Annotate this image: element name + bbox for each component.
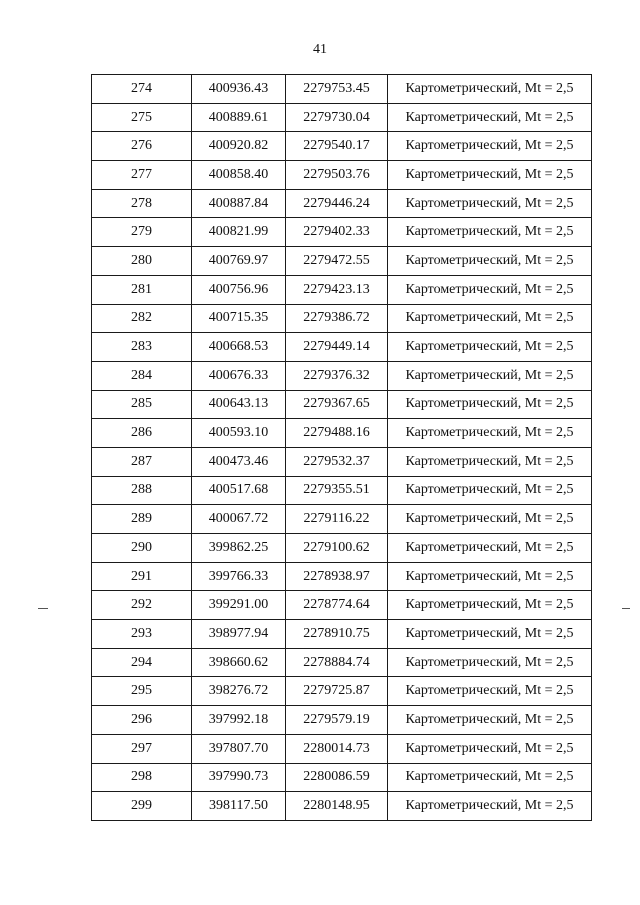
table-row: [92, 419, 592, 448]
x-coordinate-cell: 400517.68: [192, 476, 286, 505]
table-row: [92, 677, 592, 706]
table-row: [92, 648, 592, 677]
method-cell: Картометрический, Mt = 2,5: [388, 763, 592, 792]
point-number-cell: 277: [92, 161, 192, 190]
point-number-cell: 295: [92, 677, 192, 706]
method-cell: Картометрический, Mt = 2,5: [388, 734, 592, 763]
point-number-cell: 299: [92, 792, 192, 821]
x-coordinate-cell: 397990.73: [192, 763, 286, 792]
y-coordinate-cell: 2279730.04: [286, 103, 388, 132]
method-cell: Картометрический, Mt = 2,5: [388, 447, 592, 476]
coordinates-table: [91, 74, 592, 821]
method-cell: Картометрический, Mt = 2,5: [388, 534, 592, 563]
y-coordinate-cell: 2279753.45: [286, 75, 388, 104]
table-row: [92, 706, 592, 735]
table-row: [92, 275, 592, 304]
y-coordinate-cell: 2279116.22: [286, 505, 388, 534]
y-coordinate-cell: 2279367.65: [286, 390, 388, 419]
point-number-cell: 281: [92, 275, 192, 304]
point-number-cell: 275: [92, 103, 192, 132]
point-number-cell: 296: [92, 706, 192, 735]
coordinates-table-body: [92, 75, 592, 821]
table-row: [92, 562, 592, 591]
point-number-cell: 284: [92, 361, 192, 390]
y-coordinate-cell: 2279402.33: [286, 218, 388, 247]
table-row: [92, 734, 592, 763]
table-row: [92, 247, 592, 276]
x-coordinate-cell: 400889.61: [192, 103, 286, 132]
method-cell: Картометрический, Mt = 2,5: [388, 648, 592, 677]
table-row: [92, 103, 592, 132]
x-coordinate-cell: 400715.35: [192, 304, 286, 333]
table-row: [92, 132, 592, 161]
x-coordinate-cell: 398977.94: [192, 620, 286, 649]
method-cell: Картометрический, Mt = 2,5: [388, 304, 592, 333]
method-cell: Картометрический, Mt = 2,5: [388, 189, 592, 218]
point-number-cell: 289: [92, 505, 192, 534]
table-row: [92, 361, 592, 390]
page-number: 41: [313, 42, 327, 57]
y-coordinate-cell: 2279488.16: [286, 419, 388, 448]
point-number-cell: 294: [92, 648, 192, 677]
scan-edge-mark-right: [622, 608, 630, 609]
x-coordinate-cell: 400676.33: [192, 361, 286, 390]
y-coordinate-cell: 2279449.14: [286, 333, 388, 362]
point-number-cell: 279: [92, 218, 192, 247]
method-cell: Картометрический, Mt = 2,5: [388, 275, 592, 304]
x-coordinate-cell: 400936.43: [192, 75, 286, 104]
point-number-cell: 292: [92, 591, 192, 620]
point-number-cell: 286: [92, 419, 192, 448]
x-coordinate-cell: 397807.70: [192, 734, 286, 763]
y-coordinate-cell: 2279386.72: [286, 304, 388, 333]
method-cell: Картометрический, Mt = 2,5: [388, 103, 592, 132]
point-number-cell: 280: [92, 247, 192, 276]
table-row: [92, 218, 592, 247]
method-cell: Картометрический, Mt = 2,5: [388, 677, 592, 706]
scan-edge-mark-left: [38, 608, 48, 609]
table-row: [92, 620, 592, 649]
x-coordinate-cell: 400473.46: [192, 447, 286, 476]
point-number-cell: 297: [92, 734, 192, 763]
method-cell: Картометрический, Mt = 2,5: [388, 218, 592, 247]
table-row: [92, 161, 592, 190]
x-coordinate-cell: 400668.53: [192, 333, 286, 362]
method-cell: Картометрический, Mt = 2,5: [388, 476, 592, 505]
x-coordinate-cell: 398117.50: [192, 792, 286, 821]
x-coordinate-cell: 400067.72: [192, 505, 286, 534]
y-coordinate-cell: 2279100.62: [286, 534, 388, 563]
method-cell: Картометрический, Mt = 2,5: [388, 75, 592, 104]
y-coordinate-cell: 2280014.73: [286, 734, 388, 763]
point-number-cell: 278: [92, 189, 192, 218]
x-coordinate-cell: 398660.62: [192, 648, 286, 677]
table-row: [92, 591, 592, 620]
point-number-cell: 290: [92, 534, 192, 563]
point-number-cell: 287: [92, 447, 192, 476]
table-row: [92, 75, 592, 104]
table-row: [92, 304, 592, 333]
y-coordinate-cell: 2279579.19: [286, 706, 388, 735]
method-cell: Картометрический, Mt = 2,5: [388, 333, 592, 362]
point-number-cell: 298: [92, 763, 192, 792]
table-row: [92, 447, 592, 476]
y-coordinate-cell: 2279423.13: [286, 275, 388, 304]
y-coordinate-cell: 2279376.32: [286, 361, 388, 390]
point-number-cell: 288: [92, 476, 192, 505]
y-coordinate-cell: 2278774.64: [286, 591, 388, 620]
y-coordinate-cell: 2280086.59: [286, 763, 388, 792]
table-row: [92, 534, 592, 563]
x-coordinate-cell: 400643.13: [192, 390, 286, 419]
point-number-cell: 274: [92, 75, 192, 104]
method-cell: Картометрический, Mt = 2,5: [388, 706, 592, 735]
x-coordinate-cell: 399766.33: [192, 562, 286, 591]
method-cell: Картометрический, Mt = 2,5: [388, 620, 592, 649]
method-cell: Картометрический, Mt = 2,5: [388, 361, 592, 390]
y-coordinate-cell: 2279446.24: [286, 189, 388, 218]
method-cell: Картометрический, Mt = 2,5: [388, 562, 592, 591]
point-number-cell: 291: [92, 562, 192, 591]
x-coordinate-cell: 400920.82: [192, 132, 286, 161]
method-cell: Картометрический, Mt = 2,5: [388, 247, 592, 276]
table-row: [92, 189, 592, 218]
x-coordinate-cell: 400593.10: [192, 419, 286, 448]
y-coordinate-cell: 2279472.55: [286, 247, 388, 276]
table-row: [92, 390, 592, 419]
y-coordinate-cell: 2279532.37: [286, 447, 388, 476]
point-number-cell: 293: [92, 620, 192, 649]
point-number-cell: 282: [92, 304, 192, 333]
method-cell: Картометрический, Mt = 2,5: [388, 591, 592, 620]
method-cell: Картометрический, Mt = 2,5: [388, 161, 592, 190]
x-coordinate-cell: 398276.72: [192, 677, 286, 706]
y-coordinate-cell: 2279540.17: [286, 132, 388, 161]
table-row: [92, 476, 592, 505]
y-coordinate-cell: 2278938.97: [286, 562, 388, 591]
table-row: [92, 505, 592, 534]
x-coordinate-cell: 400756.96: [192, 275, 286, 304]
y-coordinate-cell: 2279725.87: [286, 677, 388, 706]
table-row: [92, 333, 592, 362]
x-coordinate-cell: 400858.40: [192, 161, 286, 190]
point-number-cell: 276: [92, 132, 192, 161]
y-coordinate-cell: 2280148.95: [286, 792, 388, 821]
method-cell: Картометрический, Mt = 2,5: [388, 390, 592, 419]
method-cell: Картометрический, Mt = 2,5: [388, 792, 592, 821]
y-coordinate-cell: 2279355.51: [286, 476, 388, 505]
y-coordinate-cell: 2279503.76: [286, 161, 388, 190]
x-coordinate-cell: 400821.99: [192, 218, 286, 247]
y-coordinate-cell: 2278910.75: [286, 620, 388, 649]
table-row: [92, 792, 592, 821]
method-cell: Картометрический, Mt = 2,5: [388, 419, 592, 448]
x-coordinate-cell: 397992.18: [192, 706, 286, 735]
method-cell: Картометрический, Mt = 2,5: [388, 505, 592, 534]
point-number-cell: 285: [92, 390, 192, 419]
x-coordinate-cell: 400887.84: [192, 189, 286, 218]
point-number-cell: 283: [92, 333, 192, 362]
x-coordinate-cell: 399862.25: [192, 534, 286, 563]
x-coordinate-cell: 400769.97: [192, 247, 286, 276]
y-coordinate-cell: 2278884.74: [286, 648, 388, 677]
x-coordinate-cell: 399291.00: [192, 591, 286, 620]
table-row: [92, 763, 592, 792]
method-cell: Картометрический, Mt = 2,5: [388, 132, 592, 161]
